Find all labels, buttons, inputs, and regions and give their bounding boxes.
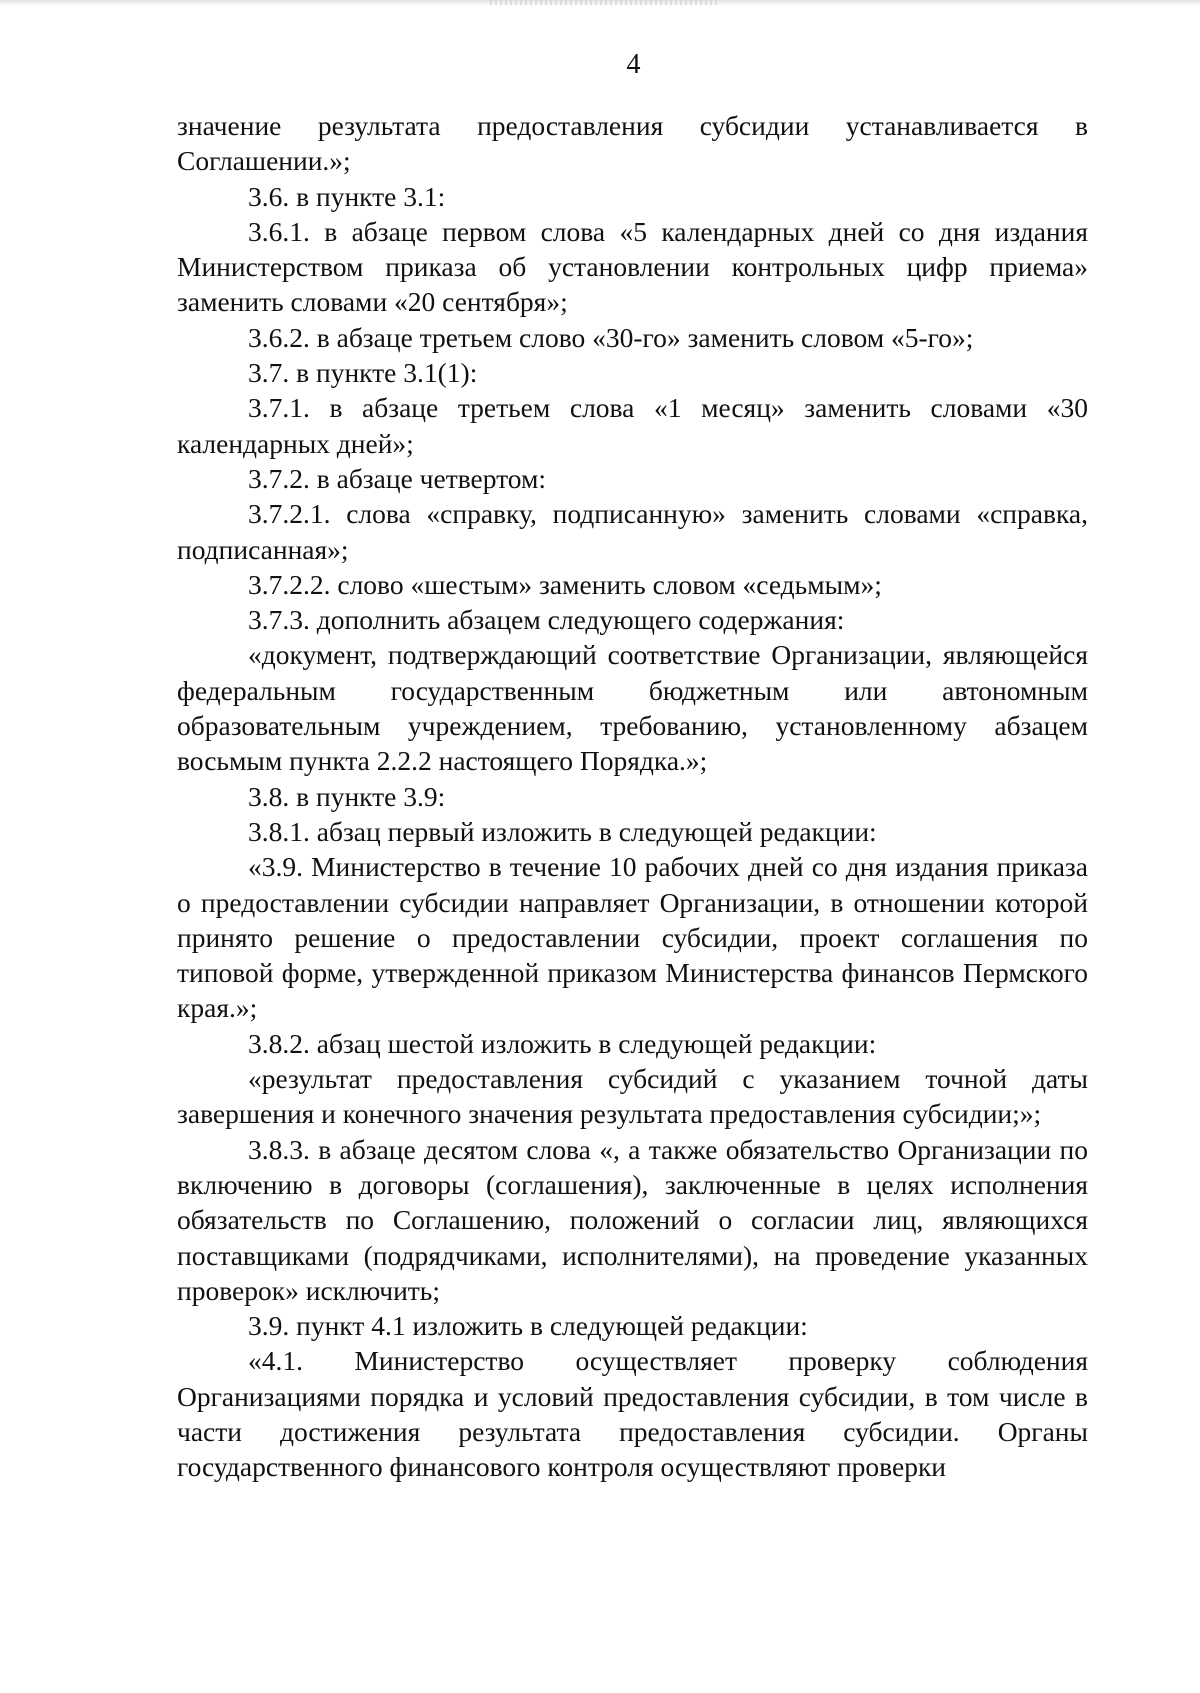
page-number: 4 (626, 49, 641, 80)
paragraph: 3.7.1. в абзаце третьем слова «1 месяц» заменить словами «30 календарных дней»; (177, 392, 1088, 459)
document-body (177, 108, 1088, 1485)
paragraph: 3.7.2. в абзаце четвертом: (248, 462, 547, 494)
paragraph: 3.7.3. дополнить абзацем следующего содержания: (248, 604, 845, 636)
paragraph: 3.8.3. в абзаце десятом слова «, а также обязательство Организации по включению в договоры (соглашения), заключенные в целях исполнения обязательств по Соглашению, положений о согласии лиц, являющихся поставщиками (подрядчиками, исполнителями), на проведение указанных проверок» исключить; (177, 1133, 1088, 1306)
paragraph: «документ, подтверждающий соответствие Организации, являющейся федеральным государственным бюджетным или автономным образовательным учреждением, требованию, установленному абзацем восьмым пункта 2.2.2 настоящего Порядка.»; (177, 639, 1088, 777)
paragraph: 3.7.2.2. слово «шестым» заменить словом «седьмым»; (248, 568, 882, 600)
paragraph: 3.6.2. в абзаце третьем слово «30-го» заменить словом «5-го»; (248, 321, 974, 353)
scan-artifact (490, 0, 720, 5)
paragraph: 3.6.1. в абзаце первом слова «5 календарных дней со дня издания Министерством приказа об установлении контрольных цифр приема» заменить словами «20 сентября»; (177, 215, 1088, 318)
paragraph: значение результата предоставления субсидии устанавливается в Соглашении.»; (177, 110, 1088, 177)
paragraph: 3.9. пункт 4.1 изложить в следующей редакции: (248, 1310, 808, 1342)
paragraph: 3.8.2. абзац шестой изложить в следующей редакции: (248, 1027, 877, 1059)
paragraph: «3.9. Министерство в течение 10 рабочих дней со дня издания приказа о предоставлении субсидии направляет Организации, в отношении которой принято решение о предоставлении субсидии, проект соглашения по типовой форме, утвержденной приказом Министерства финансов Пермского края.»; (177, 851, 1088, 1024)
paragraph: 3.6. в пункте 3.1: (248, 180, 446, 212)
paragraph: 3.7. в пункте 3.1(1): (248, 357, 478, 389)
paragraph: «результат предоставления субсидий с указанием точной даты завершения и конечного значения результата предоставления субсидии;»; (177, 1063, 1088, 1130)
paragraph: 3.8. в пункте 3.9: (248, 780, 446, 812)
paragraph: 3.7.2.1. слова «справку, подписанную» заменить словами «справка, подписанная»; (177, 498, 1088, 565)
paragraph: 3.8.1. абзац первый изложить в следующей редакции: (248, 815, 877, 847)
paragraph: «4.1. Министерство осуществляет проверку соблюдения Организациями порядка и условий предоставления субсидии, в том числе в части достижения результата предоставления субсидии. Органы государственного финансового контроля осуществляют проверки (177, 1345, 1088, 1483)
